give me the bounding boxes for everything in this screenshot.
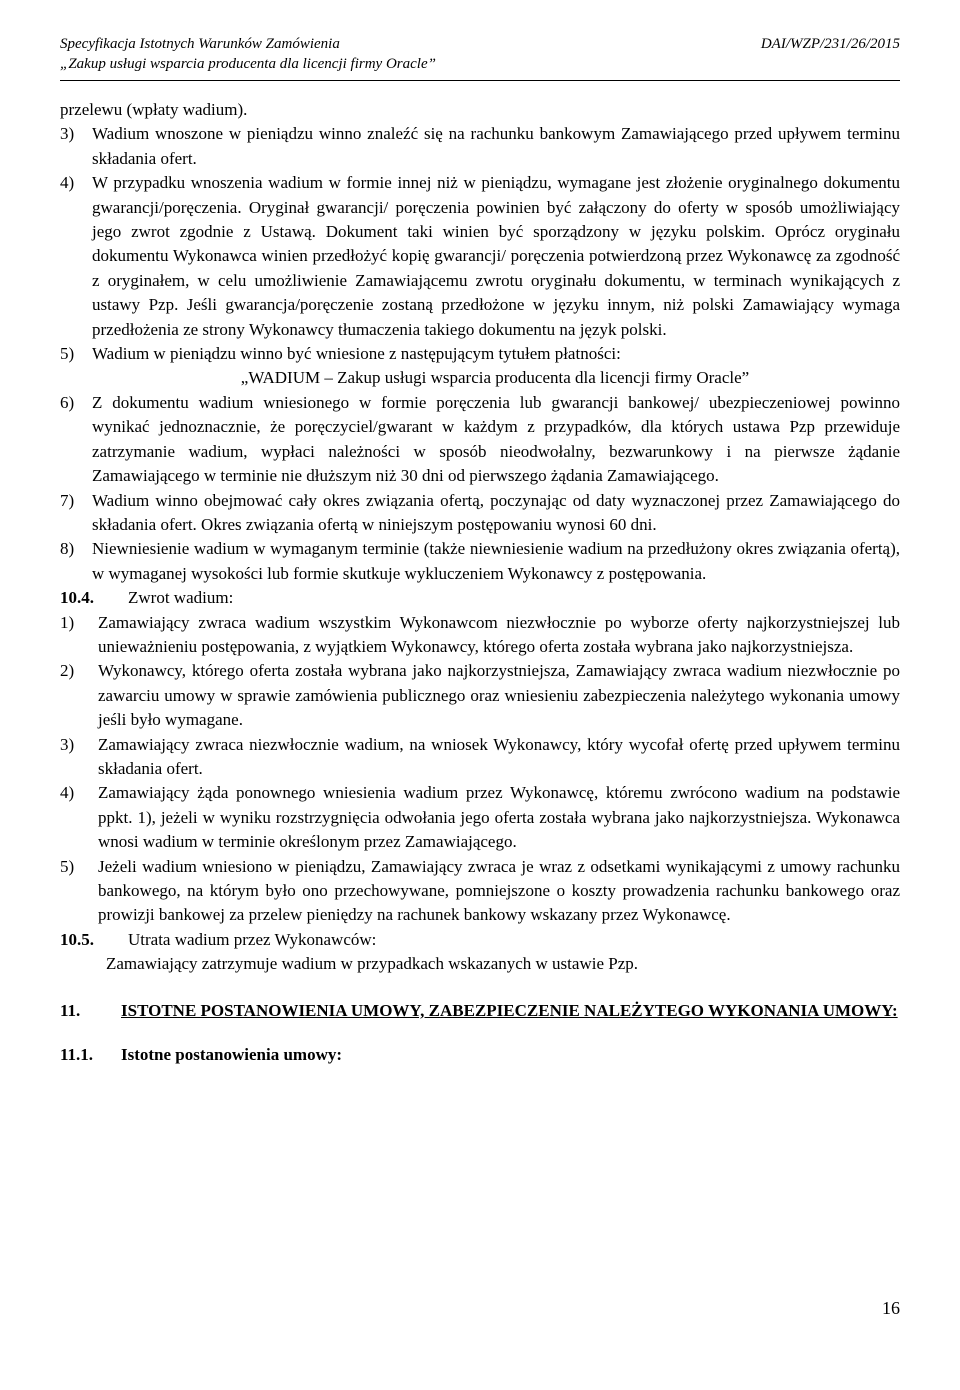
list-number: 5) [60,856,75,876]
section-text: Zamawiający zatrzymuje wadium w przypadkach wskazanych w ustawie Pzp. [106,954,638,974]
list-item [60,391,900,489]
section-title: ISTOTNE POSTANOWIENIA UMOWY, ZABEZPIECZENIE NALEŻYTEGO WYKONANIA UMOWY: [121,1000,898,1020]
list-item [60,489,900,538]
section-title: Istotne postanowienia umowy: [121,1045,343,1065]
list-item [60,171,900,342]
list-text: W przypadku wnoszenia wadium w formie innej niż w pieniądzu, wymagane jest złożenie oryginalnego dokumentu gwarancji/poręczenia. Oryginał gwarancji/ poręczenia powinien być załączony do oferty w sposób umożliwiający jego zwrot zgodnie z Ustawą. Dokument taki winien być sporządzony w języku polskim. Oprócz oryginału dokumentu Wykonawca winien przedłożyć kopię gwarancji/ poręczenia potwierdzoną przez Wykonawcę za zgodność z oryginałem, w celu umożliwienie Zamawiającemu zwrotu oryginału dokumentu, w terminach wynikających z ustawy Pzp. Jeśli gwarancja/poręczenie zostaną przedłożone w języku innym, niż polski Zamawiający wymaga przedłożenia ze strony Wykonawcy tłumaczenia takiego dokumentu na język polski. [92,173,900,339]
list-text: Wadium winno obejmować cały okres związania ofertą, poczynając od daty wyznaczonej przez Zamawiającego do składania ofert. Okres związania ofertą w niniejszym postępowaniu wynosi 60 dni. [92,490,900,534]
section-number: 11.1. [60,1045,94,1065]
header-reference: DAI/WZP/231/26/2015 [760,36,900,52]
list-item [60,855,900,928]
list-number: 8) [60,539,75,559]
list-item [60,733,900,782]
list-item [60,342,900,366]
list-item [60,122,900,171]
header-rule [60,80,900,81]
list-number: 2) [60,661,75,681]
section-11-heading [60,999,900,1023]
list-text: Z dokumentu wadium wniesionego w formie poręczenia lub gwarancji bankowej/ ubezpieczeniowej powinno wynikać jednoznacznie, że poręczyciel/gwarant w każdym z przypadków, dla których ustawa Pzp przewiduje zatrzymanie wadium, wypłaci należności w sposób nieodwołalny, bezwarunkowy i na pierwsze żądanie Zamawiającego w terminie nie dłuższym niż 30 dni od pierwszego żądania Zamawiającego. [92,392,900,486]
list-text: Niewniesienie wadium w wymaganym terminie (także niewniesienie wadium na przedłużony okres związania ofertą), w wymaganej wysokości lub formie skutkuje wykluczeniem Wykonawcy z postępowania. [92,539,900,583]
list-item [60,781,900,854]
list-number: 3) [60,124,75,144]
section-number: 11. [60,1000,81,1020]
paragraph-continuation: przelewu (wpłaty wadium). [60,100,248,119]
section-number: 10.4. [60,588,94,608]
header-title: Specyfikacja Istotnych Warunków Zamówienia [60,36,340,52]
header-subtitle: „Zakup usługi wsparcia producenta dla licencji firmy Oracle” [60,56,436,72]
section-title: Utrata wadium przez Wykonawców: [128,929,377,949]
list-text: Wadium wnoszone w pieniądzu winno znaleźć się na rachunku bankowym Zamawiającego przed upływem terminu składania ofert. [92,124,900,168]
list-number: 4) [60,783,75,803]
list-number: 5) [60,344,75,364]
list-number: 3) [60,734,75,754]
list-item [60,659,900,732]
list-number: 7) [60,490,75,510]
section-11-1-heading [60,1043,900,1067]
list-number: 4) [60,173,75,193]
list-item [60,611,900,660]
page-number: 16 [882,1298,900,1318]
list-number: 6) [60,392,75,412]
list-item [60,537,900,586]
payment-title: „WADIUM – Zakup usługi wsparcia producenta dla licencji firmy Oracle” [240,368,750,388]
list-text: Zamawiający zwraca wadium wszystkim Wykonawcom niezwłocznie po wyborze oferty najkorzystniejszej lub unieważnieniu postępowania, z wyjątkiem Wykonawcy, którego oferta została wybrana jako najkorzystniejsza. [98,612,900,656]
section-number: 10.5. [60,929,94,949]
list-text: Zamawiający żąda ponownego wniesienia wadium przez Wykonawcę, któremu zwrócono wadium na podstawie ppkt. 1), jeżeli w wyniku rozstrzygnięcia odwołania jego oferta została wybrana jako najkorzystniejsza. Wykonawca wnosi wadium w terminie określonym przez Zamawiającego. [98,783,900,852]
document-body [60,98,900,1067]
list-text: Wadium w pieniądzu winno być wniesione z następującym tytułem płatności: [92,344,621,364]
section-10-5 [60,928,900,952]
list-text: Jeżeli wadium wniesiono w pieniądzu, Zamawiający zwraca je wraz z odsetkami wynikającymi z umowy rachunku bankowego, na którym było ono przechowywane, pomniejszone o koszty prowadzenia rachunku bankowego oraz prowizji bankowej za przelew pieniędzy na rachunek bankowy wskazany przez Wykonawcę. [98,856,900,925]
list-text: Zamawiający zwraca niezwłocznie wadium, na wniosek Wykonawcy, który wycofał ofertę przed upływem terminu składania ofert. [98,734,900,778]
section-title: Zwrot wadium: [128,588,234,608]
list-text: Wykonawcy, którego oferta została wybrana jako najkorzystniejsza, Zamawiający zwraca wadium niezwłocznie po zawarciu umowy w sprawie zamówienia publicznego oraz wniesieniu zabezpieczenia należytego wykonania umowy jeśli było wymagane. [98,661,900,730]
list-number: 1) [60,612,75,632]
section-10-4 [60,586,900,610]
